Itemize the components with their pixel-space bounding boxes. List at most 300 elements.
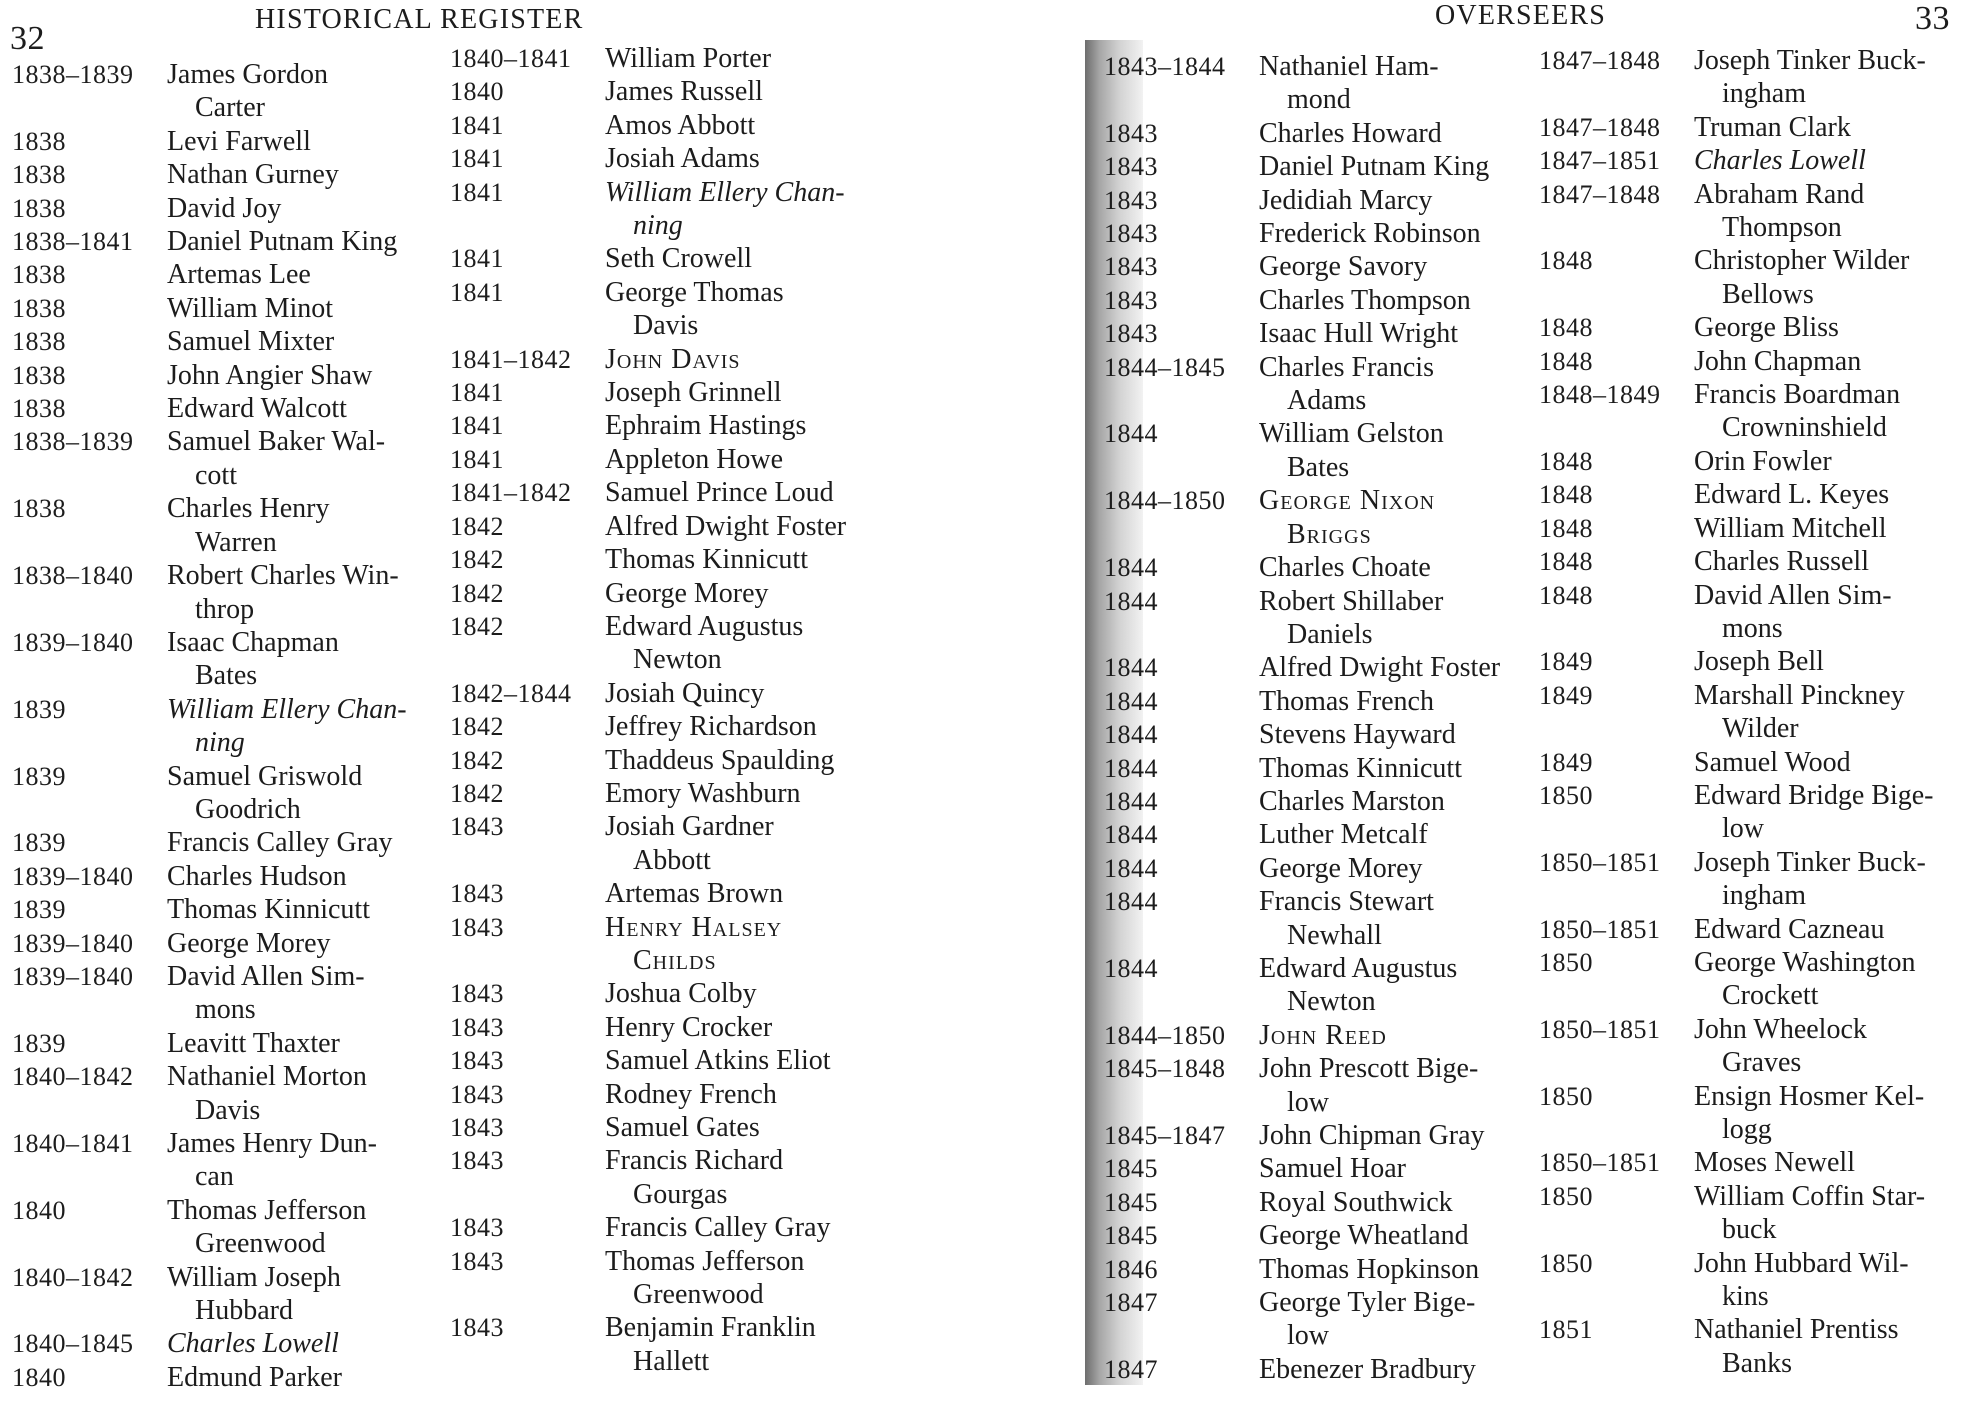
- entry-name: George Tyler Bige- low: [1259, 1287, 1476, 1352]
- entry-name: Frederick Robinson: [1259, 218, 1481, 250]
- register-entry: [12, 1361, 452, 1394]
- entry-name: Joseph Grinnell: [605, 377, 782, 409]
- entry-years: 1838: [12, 327, 66, 357]
- entry-name: William Minot: [167, 292, 334, 324]
- entry-years: 1838: [12, 193, 66, 223]
- entry-name: Samuel Mixter: [167, 326, 335, 358]
- entry-name: William Joseph Hubbard: [167, 1261, 341, 1327]
- entry-name: David Allen Sim- mons: [167, 960, 365, 1026]
- entry-years: 1841: [450, 177, 504, 207]
- entry-years: 1844: [1104, 586, 1158, 616]
- entry-name: Appleton Howe: [605, 443, 784, 475]
- entry-name: Jeffrey Richardson: [605, 711, 817, 743]
- register-entry: [450, 75, 890, 108]
- entry-years: 1843: [1104, 152, 1158, 182]
- entry-name: Francis Calley Gray: [605, 1212, 831, 1244]
- register-entry: [12, 826, 452, 859]
- entry-years: 1838: [12, 260, 66, 290]
- entry-name: Henry Halsey Childs: [605, 911, 783, 976]
- entry-years: 1839–1840: [12, 928, 134, 958]
- entry-years: 1840–1845: [12, 1329, 134, 1359]
- register-entry: [1104, 818, 1554, 851]
- register-entry: [1539, 679, 1979, 746]
- register-entry: [1539, 779, 1979, 846]
- entry-name: Marshall Pinckney Wilder: [1694, 679, 1905, 745]
- entry-years: 1848: [1539, 446, 1593, 476]
- register-entry: [1539, 378, 1979, 445]
- register-entry: [1104, 585, 1554, 652]
- register-entry: [450, 1011, 890, 1044]
- entry-years: 1842: [450, 745, 504, 775]
- entry-years: 1838: [12, 360, 66, 390]
- entry-years: 1842: [450, 511, 504, 541]
- entry-years: 1847–1848: [1539, 112, 1661, 142]
- entry-name: Francis Boardman Crowninshield: [1694, 379, 1901, 444]
- register-entry: [1539, 111, 1979, 144]
- register-entry: [450, 409, 890, 442]
- entry-name: Ensign Hosmer Kel- logg: [1694, 1080, 1925, 1145]
- entry-years: 1844: [1104, 953, 1158, 983]
- entry-years: 1843: [1104, 285, 1158, 315]
- entry-years: 1843: [450, 912, 504, 942]
- entry-years: 1845: [1104, 1221, 1158, 1251]
- left-column-2: [450, 42, 890, 1378]
- entry-name: Francis Richard Gourgas: [605, 1145, 784, 1210]
- entry-years: 1848: [1539, 580, 1593, 610]
- entry-years: 1845–1847: [1104, 1121, 1226, 1150]
- register-entry: [450, 510, 890, 543]
- entry-years: 1851: [1539, 1315, 1593, 1345]
- entry-years: 1838–1839: [12, 427, 134, 457]
- register-entry: [450, 1211, 890, 1244]
- register-entry: [450, 610, 890, 677]
- entry-years: 1850–1851: [1539, 914, 1661, 944]
- entry-name: Edmund Parker: [167, 1361, 342, 1393]
- register-entry: [1104, 50, 1554, 117]
- register-entry: [1539, 1146, 1979, 1179]
- entry-years: 1843: [450, 1012, 504, 1042]
- entry-name: Charles Marston: [1259, 785, 1445, 817]
- entry-years: 1846: [1104, 1254, 1158, 1284]
- entry-name: Samuel Wood: [1694, 746, 1851, 778]
- entry-years: 1844: [1104, 653, 1158, 683]
- entry-name: Edward L. Keyes: [1694, 479, 1890, 511]
- register-entry: [12, 1194, 452, 1261]
- register-entry: [12, 1060, 452, 1127]
- register-entry: [450, 1311, 890, 1378]
- entry-years: 1847–1851: [1539, 146, 1661, 176]
- entry-name: Stevens Hayward: [1259, 719, 1456, 751]
- register-entry: [450, 744, 890, 777]
- entry-name: Samuel Atkins Eliot: [605, 1045, 831, 1077]
- entry-years: 1838: [12, 293, 66, 323]
- entry-name: William Gelston Bates: [1259, 418, 1444, 483]
- register-entry: [450, 710, 890, 743]
- register-entry: [12, 760, 452, 827]
- entry-name: Edward Cazneau: [1694, 913, 1885, 945]
- entry-years: 1850: [1539, 1248, 1593, 1278]
- register-entry: [450, 577, 890, 610]
- entry-name: Charles Lowell: [167, 1328, 339, 1360]
- entry-name: William Mitchell: [1694, 512, 1887, 544]
- entry-name: Truman Clark: [1694, 111, 1851, 143]
- register-entry: [1539, 144, 1979, 177]
- entry-name: Luther Metcalf: [1259, 819, 1428, 851]
- entry-years: 1844–1845: [1104, 352, 1226, 382]
- entry-name: George Bliss: [1694, 312, 1839, 344]
- entry-name: Alfred Dwight Foster: [605, 510, 847, 542]
- entry-years: 1839–1840: [12, 961, 134, 991]
- entry-years: 1850: [1539, 1081, 1593, 1111]
- register-entry: [1539, 645, 1979, 678]
- register-entry: [1539, 244, 1979, 311]
- entry-years: 1838–1839: [12, 60, 134, 89]
- register-entry: [450, 877, 890, 910]
- right-page: [1085, 0, 1980, 1404]
- entry-years: 1847–1848: [1539, 179, 1661, 209]
- entry-years: 1844: [1104, 686, 1158, 716]
- register-entry: [1104, 1286, 1554, 1353]
- left-page-number: 32: [10, 20, 45, 57]
- entry-name: Robert Shillaber Daniels: [1259, 585, 1444, 650]
- register-entry: [1539, 311, 1979, 344]
- entry-years: 1844: [1104, 887, 1158, 917]
- entry-name: Emory Washburn: [605, 777, 801, 809]
- entry-years: 1843: [1104, 185, 1158, 215]
- entry-name: Samuel Prince Loud: [605, 477, 834, 509]
- register-entry: [12, 425, 452, 492]
- register-entry: [450, 1245, 890, 1312]
- entry-name: Royal Southwick: [1259, 1186, 1453, 1218]
- entry-years: 1843: [450, 1213, 504, 1243]
- entry-years: 1840–1841: [450, 44, 572, 73]
- entry-name: Edward Augustus Newton: [605, 610, 804, 676]
- entry-name: Charles Choate: [1259, 552, 1431, 584]
- entry-name: Samuel Gates: [605, 1112, 760, 1143]
- entry-name: George Thomas Davis: [605, 276, 784, 342]
- register-entry: [1104, 117, 1554, 150]
- entry-years: 1843: [450, 1146, 504, 1176]
- register-entry: [1539, 44, 1979, 111]
- register-entry: [450, 476, 890, 509]
- entry-years: 1845–1848: [1104, 1054, 1226, 1084]
- entry-years: 1838–1841: [12, 227, 134, 257]
- register-entry: [12, 158, 452, 191]
- entry-years: 1845: [1104, 1154, 1158, 1184]
- entry-years: 1844: [1104, 419, 1158, 449]
- entry-years: 1840–1842: [12, 1062, 134, 1092]
- register-entry: [1104, 551, 1554, 584]
- entry-years: 1841–1842: [450, 478, 572, 508]
- entry-years: 1839: [12, 828, 66, 858]
- register-entry: [450, 343, 890, 376]
- entry-name: Benjamin Franklin Hallett: [605, 1312, 816, 1377]
- entry-name: Rodney French: [605, 1078, 777, 1110]
- entry-years: 1845: [1104, 1187, 1158, 1217]
- entry-name: Charles Hudson: [167, 860, 347, 892]
- entry-years: 1843: [450, 1046, 504, 1076]
- register-entry: [1539, 178, 1979, 245]
- entry-name: John Reed: [1259, 1019, 1387, 1051]
- entry-years: 1849: [1539, 680, 1593, 710]
- entry-name: Nathaniel Prentiss Banks: [1694, 1314, 1899, 1379]
- entry-name: Thomas Jefferson Greenwood: [605, 1245, 805, 1311]
- entry-years: 1848: [1539, 547, 1593, 577]
- entry-name: Leavitt Thaxter: [167, 1027, 340, 1059]
- entry-name: John Davis: [605, 343, 741, 375]
- register-entry: [450, 1044, 890, 1077]
- register-entry: [1539, 1080, 1979, 1147]
- entry-name: Thomas Kinnicutt: [167, 894, 370, 926]
- register-entry: [1539, 1313, 1979, 1380]
- entry-years: 1840: [450, 77, 504, 107]
- entry-years: 1838: [12, 394, 66, 424]
- entry-name: Thomas Jefferson Greenwood: [167, 1194, 367, 1260]
- register-entry: [12, 325, 452, 358]
- register-entry: [12, 559, 452, 626]
- entry-name: Thomas Kinnicutt: [605, 544, 808, 576]
- entry-years: 1848: [1539, 313, 1593, 343]
- register-entry: [450, 1078, 890, 1111]
- entry-years: 1842: [450, 778, 504, 808]
- entry-years: 1841: [450, 444, 504, 474]
- register-entry: [1104, 1186, 1554, 1219]
- entry-years: 1839–1840: [12, 861, 134, 891]
- register-entry: [450, 176, 890, 243]
- register-entry: [450, 911, 890, 978]
- entry-name: Josiah Adams: [605, 143, 760, 175]
- register-entry: [1104, 1219, 1554, 1252]
- register-entry: [1104, 685, 1554, 718]
- entry-name: George Savory: [1259, 251, 1428, 283]
- entry-name: Nathaniel Morton Davis: [167, 1061, 367, 1126]
- register-entry: [450, 242, 890, 275]
- entry-years: 1840–1841: [12, 1129, 134, 1158]
- entry-name: Charles Thompson: [1259, 284, 1471, 316]
- register-entry: [1539, 1180, 1979, 1247]
- register-entry: [450, 142, 890, 175]
- entry-name: Francis Stewart Newhall: [1259, 886, 1434, 951]
- register-entry: [12, 1327, 452, 1360]
- entry-name: Thomas French: [1259, 685, 1434, 717]
- left-column-1: [12, 58, 452, 1394]
- register-entry: [1539, 478, 1979, 511]
- register-entry: [12, 860, 452, 893]
- register-entry: [1104, 1119, 1554, 1152]
- entry-years: 1841: [450, 277, 504, 307]
- register-entry: [450, 276, 890, 343]
- entry-years: 1841: [450, 144, 504, 174]
- entry-name: John Hubbard Wil- kins: [1694, 1247, 1909, 1313]
- register-entry: [450, 42, 890, 75]
- register-entry: [12, 927, 452, 960]
- right-column-2: [1539, 44, 1979, 1380]
- entry-name: George Morey: [1259, 852, 1423, 884]
- entry-years: 1839: [12, 694, 66, 724]
- entry-years: 1843: [450, 1246, 504, 1276]
- entry-name: John Angier Shaw: [167, 359, 373, 391]
- entry-years: 1848: [1539, 246, 1593, 276]
- entry-years: 1843: [450, 1313, 504, 1343]
- entry-years: 1842–1844: [450, 678, 572, 708]
- entry-years: 1843–1844: [1104, 52, 1226, 81]
- entry-name: Edward Bridge Bige- low: [1694, 779, 1934, 845]
- register-entry: [450, 1144, 890, 1211]
- entry-name: Edward Walcott: [167, 393, 347, 425]
- entry-years: 1849: [1539, 647, 1593, 677]
- entry-name: Charles Henry Warren: [167, 493, 330, 558]
- register-entry: [1104, 718, 1554, 751]
- entry-years: 1842: [450, 578, 504, 608]
- entry-years: 1844: [1104, 720, 1158, 750]
- entry-name: Samuel Griswold Goodrich: [167, 760, 363, 825]
- entry-years: 1843: [450, 979, 504, 1009]
- register-entry: [1539, 545, 1979, 578]
- entry-name: Charles Howard: [1259, 117, 1442, 149]
- register-entry: [1539, 579, 1979, 646]
- register-entry: [450, 443, 890, 476]
- entry-years: 1844: [1104, 820, 1158, 850]
- entry-name: Artemas Lee: [167, 259, 311, 291]
- entry-name: Daniel Putnam King: [1259, 151, 1490, 183]
- entry-name: John Prescott Bige- low: [1259, 1053, 1479, 1118]
- entry-years: 1839: [12, 761, 66, 791]
- entry-years: 1844: [1104, 753, 1158, 783]
- entry-name: Levi Farwell: [167, 125, 311, 157]
- entry-years: 1843: [1104, 319, 1158, 349]
- entry-name: Nathaniel Ham- mond: [1259, 51, 1439, 116]
- register-entry: [12, 960, 452, 1027]
- entry-name: Samuel Baker Wal- cott: [167, 426, 386, 491]
- entry-years: 1844: [1104, 786, 1158, 816]
- entry-years: 1850: [1539, 780, 1593, 810]
- entry-years: 1843: [1104, 118, 1158, 148]
- entry-name: Joseph Tinker Buck- ingham: [1694, 846, 1926, 912]
- entry-years: 1850–1851: [1539, 847, 1661, 877]
- entry-name: Thomas Kinnicutt: [1259, 752, 1462, 784]
- register-entry: [12, 125, 452, 158]
- entry-years: 1847–1848: [1539, 46, 1661, 75]
- entry-years: 1840–1842: [12, 1262, 134, 1292]
- register-entry: [12, 1127, 452, 1194]
- register-entry: [1539, 512, 1979, 545]
- entry-years: 1849: [1539, 747, 1593, 777]
- right-column-1: [1104, 50, 1554, 1386]
- entry-name: John Chapman: [1694, 345, 1862, 377]
- entry-name: Artemas Brown: [605, 878, 784, 910]
- entry-name: George Nixon Briggs: [1259, 485, 1436, 550]
- entry-name: James Gordon Carter: [167, 59, 328, 124]
- entry-years: 1844–1850: [1104, 1020, 1226, 1050]
- register-entry: [12, 225, 452, 258]
- register-entry: [1539, 1247, 1979, 1314]
- entry-name: Joshua Colby: [605, 978, 757, 1010]
- register-entry: [1104, 284, 1554, 317]
- entry-name: William Ellery Chan- ning: [605, 176, 845, 242]
- entry-name: Moses Newell: [1694, 1147, 1855, 1179]
- register-entry: [1104, 1052, 1554, 1119]
- register-entry: [1539, 1013, 1979, 1080]
- entry-name: John Chipman Gray: [1259, 1120, 1485, 1151]
- entry-name: William Porter: [605, 43, 772, 74]
- entry-years: 1850: [1539, 1181, 1593, 1211]
- entry-years: 1850–1851: [1539, 1014, 1661, 1044]
- right-page-number: 33: [1915, 0, 1950, 37]
- entry-name: Thomas Hopkinson: [1259, 1253, 1480, 1285]
- register-entry: [12, 359, 452, 392]
- register-entry: [1104, 785, 1554, 818]
- entry-name: Edward Augustus Newton: [1259, 952, 1458, 1018]
- entry-years: 1848–1849: [1539, 380, 1661, 410]
- entry-name: Josiah Gardner Abbott: [605, 811, 774, 876]
- entry-name: Nathan Gurney: [167, 159, 339, 191]
- register-entry: [12, 893, 452, 926]
- entry-name: George Washington Crockett: [1694, 946, 1916, 1012]
- register-entry: [12, 292, 452, 325]
- entry-name: William Ellery Chan- ning: [167, 693, 407, 759]
- register-entry: [1104, 250, 1554, 283]
- entry-years: 1848: [1539, 513, 1593, 543]
- entry-name: Isaac Chapman Bates: [167, 626, 339, 692]
- register-entry: [450, 109, 890, 142]
- entry-years: 1850–1851: [1539, 1148, 1661, 1178]
- entry-years: 1848: [1539, 480, 1593, 510]
- register-entry: [1539, 746, 1979, 779]
- entry-years: 1850: [1539, 947, 1593, 977]
- entry-years: 1844–1850: [1104, 486, 1226, 516]
- register-entry: [1104, 952, 1554, 1019]
- register-entry: [12, 192, 452, 225]
- entry-name: Ephraim Hastings: [605, 410, 807, 442]
- entry-name: Christopher Wilder Bellows: [1694, 245, 1910, 310]
- register-entry: [1104, 484, 1554, 551]
- entry-name: Daniel Putnam King: [167, 226, 398, 258]
- entry-name: Josiah Quincy: [605, 677, 765, 709]
- register-entry: [1104, 752, 1554, 785]
- register-entry: [12, 258, 452, 291]
- entry-years: 1839: [12, 895, 66, 925]
- entry-name: Francis Calley Gray: [167, 827, 393, 859]
- register-entry: [12, 1261, 452, 1328]
- entry-name: James Russell: [605, 76, 763, 108]
- right-running-head: OVERSEERS: [1435, 0, 1607, 31]
- entry-name: Orin Fowler: [1694, 445, 1832, 477]
- register-entry: [450, 1111, 890, 1144]
- entry-name: George Morey: [605, 577, 769, 609]
- entry-name: Robert Charles Win- throp: [167, 560, 399, 625]
- entry-name: John Wheelock Graves: [1694, 1013, 1867, 1079]
- entry-years: 1838: [12, 494, 66, 524]
- register-entry: [1539, 445, 1979, 478]
- entry-name: Joseph Bell: [1694, 646, 1824, 678]
- entry-years: 1843: [1104, 252, 1158, 282]
- register-entry: [1104, 1152, 1554, 1185]
- register-entry: [450, 810, 890, 877]
- entry-years: 1844: [1104, 853, 1158, 883]
- entry-years: 1847: [1104, 1354, 1158, 1384]
- entry-name: Charles Francis Adams: [1259, 351, 1434, 417]
- left-running-head: HISTORICAL REGISTER: [255, 4, 584, 35]
- entry-name: Samuel Hoar: [1259, 1153, 1406, 1185]
- register-entry: [1104, 651, 1554, 684]
- register-entry: [450, 777, 890, 810]
- entry-years: 1840: [12, 1195, 66, 1225]
- entry-years: 1847: [1104, 1288, 1158, 1318]
- entry-years: 1838: [12, 126, 66, 156]
- entry-name: James Henry Dun- can: [167, 1128, 377, 1193]
- entry-years: 1848: [1539, 346, 1593, 376]
- entry-years: 1838–1840: [12, 561, 134, 591]
